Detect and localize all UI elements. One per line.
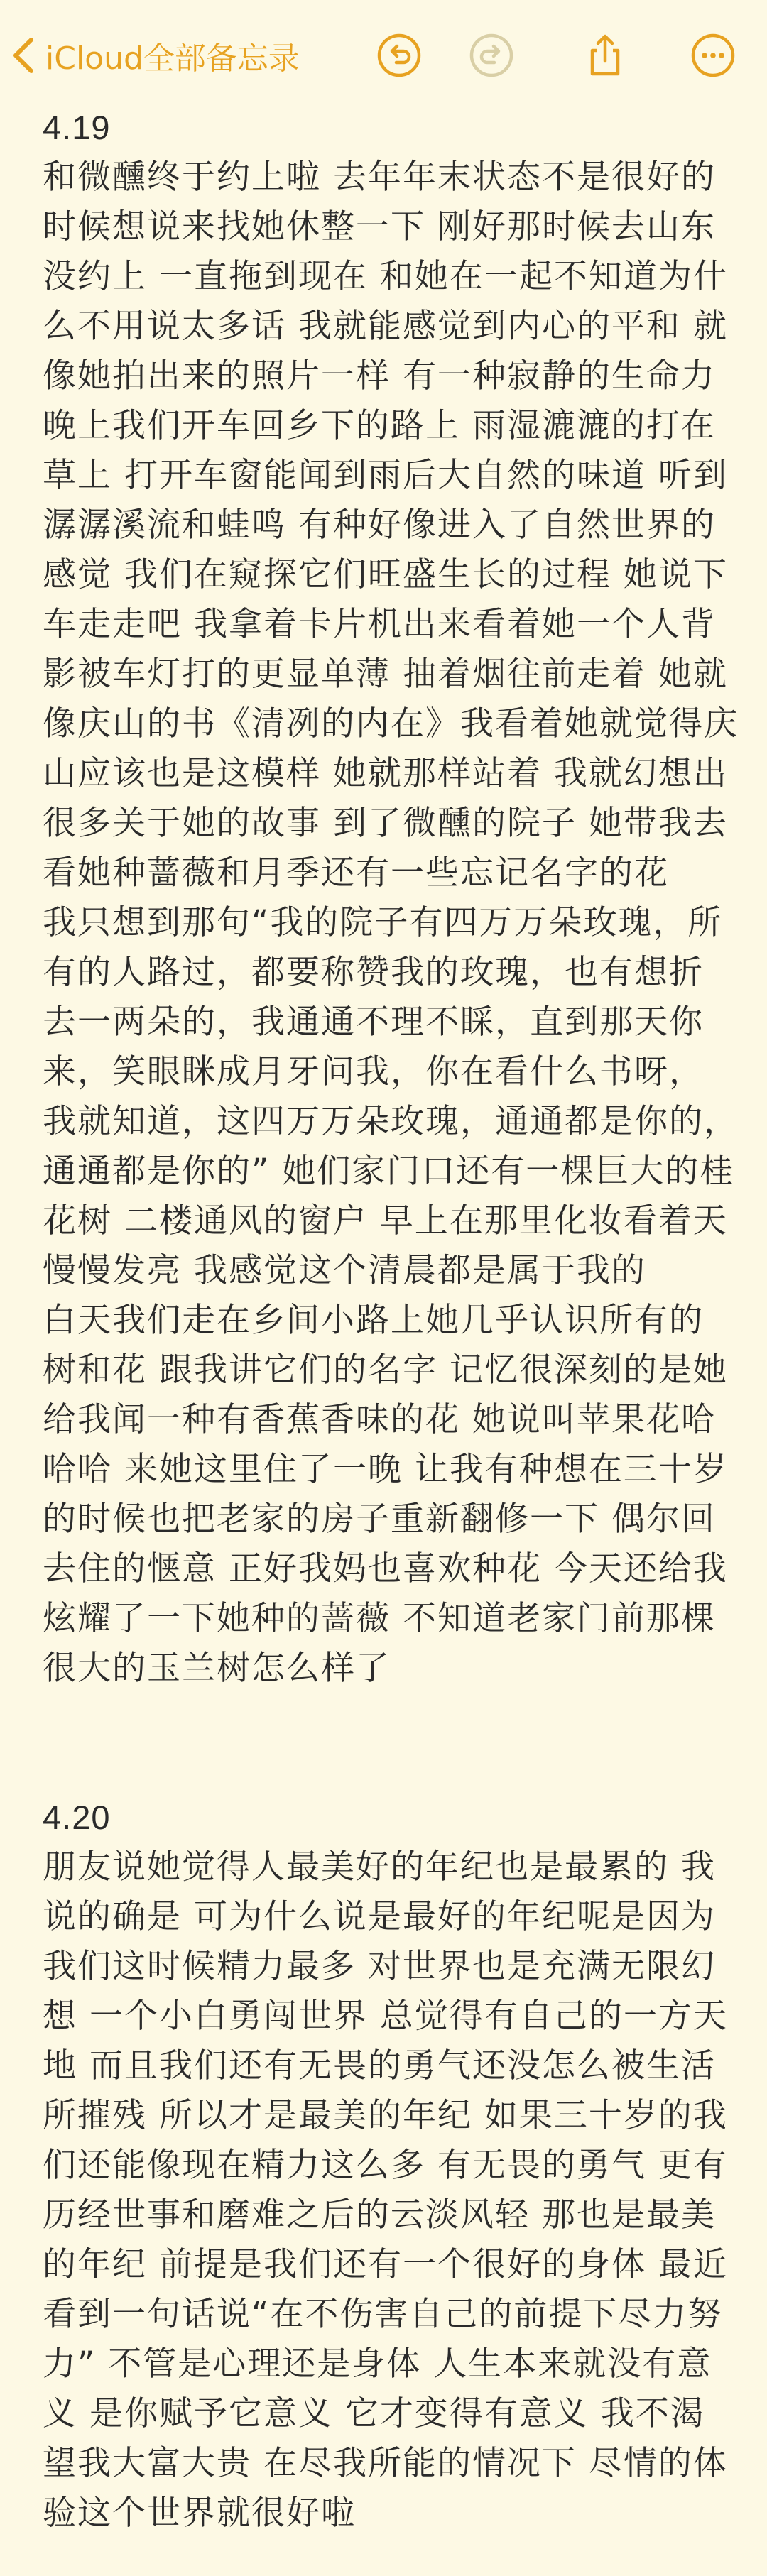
note-text-line: 像她拍出来的照片一样 有一种寂静的生命力 bbox=[43, 356, 716, 395]
back-button[interactable] bbox=[10, 31, 300, 80]
note-text-line: 和微醺终于约上啦 去年年末状态不是很好的 bbox=[43, 158, 716, 197]
note-text-line: 哈哈 来她这里住了一晚 让我有种想在三十岁 bbox=[43, 1450, 728, 1489]
note-text-line: 很大的玉兰树怎么样了 bbox=[43, 1649, 391, 1688]
note-text-line: 花树 二楼通风的窗户 早上在那里化妆看着天 bbox=[43, 1201, 728, 1240]
share-icon bbox=[582, 33, 628, 78]
undo-icon bbox=[376, 33, 422, 78]
note-text-line: 我就知道，这四万万朵玫瑰，通通都是你的， bbox=[43, 1102, 739, 1141]
share-button[interactable] bbox=[582, 33, 628, 78]
note-text-line: 历经世事和磨难之后的云淡风轻 那也是最美 bbox=[43, 2195, 716, 2234]
redo-button[interactable] bbox=[469, 33, 514, 78]
note-text-line: 来，笑眼眯成月牙问我，你在看什么书呀， bbox=[43, 1052, 704, 1091]
note-text-line: 草上 打开车窗能闻到雨后大自然的味道 听到 bbox=[43, 456, 728, 495]
note-date-heading: 4.20 bbox=[43, 1799, 111, 1836]
note-text-line: 说的确是 可为什么说是最好的年纪呢是因为 bbox=[43, 1897, 716, 1936]
note-text-line: 义 是你赋予它意义 它才变得有意义 我不渴 bbox=[43, 2394, 705, 2433]
note-text-line: 潺潺溪流和蛙鸣 有种好像进入了自然世界的 bbox=[43, 506, 716, 545]
chevron-left-icon bbox=[10, 36, 38, 75]
note-text-line: 有的人路过，都要称赞我的玫瑰，也有想折 bbox=[43, 953, 704, 992]
undo-button[interactable] bbox=[376, 33, 422, 78]
note-date-heading: 4.19 bbox=[43, 109, 111, 146]
note-text-line: 晚上我们开车回乡下的路上 雨湿漉漉的打在 bbox=[43, 406, 716, 445]
note-text-line: 的时候也把老家的房子重新翻修一下 偶尔回 bbox=[43, 1500, 716, 1539]
note-text-line: 没约上 一直拖到现在 和她在一起不知道为什 bbox=[43, 257, 728, 296]
note-text-line: 的年纪 前提是我们还有一个很好的身体 最近 bbox=[43, 2245, 728, 2284]
navigation-toolbar bbox=[0, 0, 767, 107]
note-text-line: 力” 不管是心理还是身体 人生本来就没有意 bbox=[43, 2345, 712, 2384]
note-text-line: 看她种蔷薇和月季还有一些忘记名字的花 bbox=[43, 853, 669, 893]
note-text-line: 所摧残 所以才是最美的年纪 如果三十岁的我 bbox=[43, 2096, 728, 2135]
more-icon bbox=[690, 33, 736, 78]
note-text-line: 慢慢发亮 我感觉这个清晨都是属于我的 bbox=[43, 1251, 646, 1290]
note-text-line: 去住的惬意 正好我妈也喜欢种花 今天还给我 bbox=[43, 1549, 728, 1588]
note-text-line: 地 而且我们还有无畏的勇气还没怎么被生活 bbox=[43, 2046, 716, 2085]
note-text-line: 炫耀了一下她种的蔷薇 不知道老家门前那棵 bbox=[43, 1599, 716, 1638]
more-button[interactable] bbox=[690, 33, 736, 78]
section-spacer bbox=[43, 1693, 739, 1793]
note-text-line: 望我大富大贵 在尽我所能的情况下 尽情的体 bbox=[43, 2444, 728, 2483]
note-text-line: 影被车灯打的更显单薄 抽着烟往前走着 她就 bbox=[43, 655, 728, 694]
note-text-line: 车走走吧 我拿着卡片机出来看着她一个人背 bbox=[43, 605, 716, 644]
redo-icon bbox=[469, 33, 514, 78]
note-text-line: 我只想到那句“我的院子有四万万朵玫瑰，所 bbox=[43, 903, 723, 942]
note-text-line: 朋友说她觉得人最美好的年纪也是最累的 我 bbox=[43, 1848, 716, 1887]
note-text-line: 们还能像现在精力这么多 有无畏的勇气 更有 bbox=[43, 2146, 728, 2185]
note-text-line: 山应该也是这模样 她就那样站着 我就幻想出 bbox=[43, 754, 728, 793]
note-text-line: 像庆山的书《清冽的内在》我看着她就觉得庆 bbox=[43, 704, 739, 743]
note-body[interactable] bbox=[43, 103, 739, 2538]
note-text-line: 树和花 跟我讲它们的名字 记忆很深刻的是她 bbox=[43, 1350, 728, 1390]
note-text-line: 去一两朵的，我通通不理不睬，直到那天你 bbox=[43, 1003, 704, 1042]
note-text-line: 我们这时候精力最多 对世界也是充满无限幻 bbox=[43, 1947, 716, 1986]
back-button-label: iCloud全部备忘录 bbox=[45, 40, 300, 77]
note-text-line: 很多关于她的故事 到了微醺的院子 她带我去 bbox=[43, 804, 728, 843]
note-text-line: 白天我们走在乡间小路上她几乎认识所有的 bbox=[43, 1301, 704, 1340]
note-text-line: 验这个世界就很好啦 bbox=[43, 2494, 356, 2533]
note-text-line: 想 一个小白勇闯世界 总觉得有自己的一方天 bbox=[43, 1997, 728, 2036]
note-text-line: 看到一句话说“在不伤害自己的前提下尽力努 bbox=[43, 2295, 723, 2334]
note-text-line: 给我闻一种有香蕉香味的花 她说叫苹果花哈 bbox=[43, 1400, 716, 1439]
note-text-line: 通通都是你的” 她们家门口还有一棵巨大的桂 bbox=[43, 1152, 735, 1191]
note-text-line: 么不用说太多话 我就能感觉到内心的平和 就 bbox=[43, 307, 728, 346]
note-text-line: 时候想说来找她休整一下 刚好那时候去山东 bbox=[43, 207, 716, 246]
note-text-line: 感觉 我们在窥探它们旺盛生长的过程 她说下 bbox=[43, 555, 728, 594]
